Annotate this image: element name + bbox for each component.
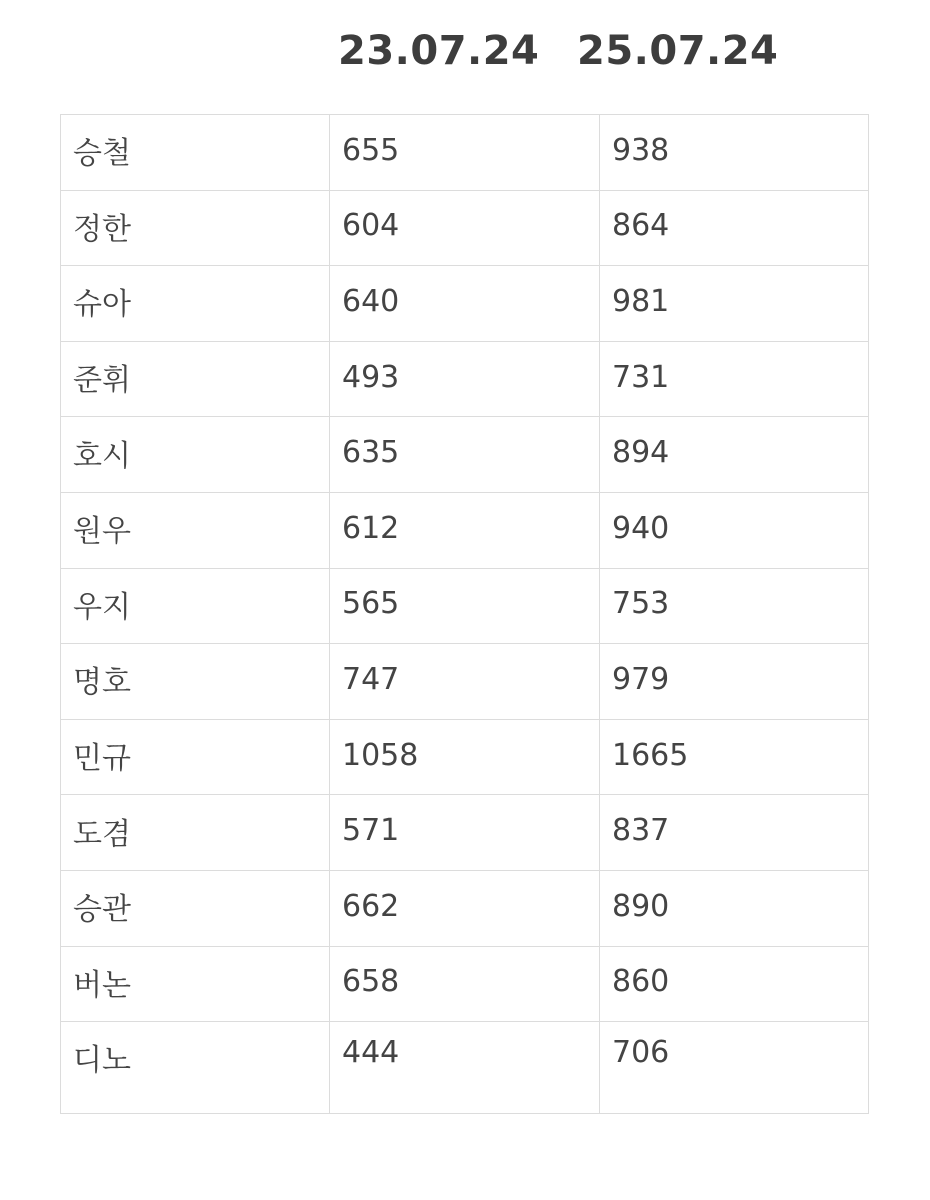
value-cell-date-1: 658: [330, 946, 600, 1022]
value-cell-date-2: 731: [600, 341, 869, 417]
table-row: [61, 417, 869, 493]
value-cell-date-1: 640: [330, 266, 600, 342]
value-cell-date-1: 662: [330, 870, 600, 946]
value-cell-date-2: 894: [600, 417, 869, 493]
table-row: [61, 568, 869, 644]
member-name-cell: 버논: [61, 946, 330, 1022]
value-cell-date-1: 635: [330, 417, 600, 493]
value-cell-date-1: 612: [330, 492, 600, 568]
value-cell-date-2: 979: [600, 644, 869, 720]
table-row: [61, 946, 869, 1022]
value-cell-date-1: 655: [330, 115, 600, 191]
member-name-cell: 원우: [61, 492, 330, 568]
table-row: [61, 492, 869, 568]
value-cell-date-2: 860: [600, 946, 869, 1022]
value-cell-date-1: 444: [330, 1022, 600, 1114]
value-cell-date-2: 1665: [600, 719, 869, 795]
value-cell-date-1: 604: [330, 190, 600, 266]
table-row: [61, 266, 869, 342]
member-name-cell: 디노: [61, 1022, 330, 1114]
table-row: [61, 795, 869, 871]
value-cell-date-2: 837: [600, 795, 869, 871]
date-header-2: 25.07.24: [577, 28, 779, 74]
member-name-cell: 승관: [61, 870, 330, 946]
value-cell-date-1: 1058: [330, 719, 600, 795]
table-row: [61, 870, 869, 946]
value-cell-date-1: 571: [330, 795, 600, 871]
table-row: [61, 719, 869, 795]
value-cell-date-2: 706: [600, 1022, 869, 1114]
table-row: [61, 341, 869, 417]
member-name-cell: 명호: [61, 644, 330, 720]
cropped-page-title: [0, 0, 930, 4]
value-cell-date-2: 753: [600, 568, 869, 644]
member-name-cell: 호시: [61, 417, 330, 493]
member-name-cell: 승철: [61, 115, 330, 191]
value-cell-date-2: 981: [600, 266, 869, 342]
member-name-cell: 준휘: [61, 341, 330, 417]
stats-table-body: [61, 115, 869, 1114]
member-name-cell: 우지: [61, 568, 330, 644]
value-cell-date-2: 938: [600, 115, 869, 191]
member-name-cell: 도겸: [61, 795, 330, 871]
value-cell-date-2: 940: [600, 492, 869, 568]
table-row: [61, 190, 869, 266]
table-row: [61, 1022, 869, 1114]
value-cell-date-1: 493: [330, 341, 600, 417]
table-row: [61, 644, 869, 720]
date-header-1: 23.07.24: [338, 28, 540, 74]
value-cell-date-2: 864: [600, 190, 869, 266]
member-name-cell: 민규: [61, 719, 330, 795]
value-cell-date-2: 890: [600, 870, 869, 946]
value-cell-date-1: 747: [330, 644, 600, 720]
member-name-cell: 정한: [61, 190, 330, 266]
stats-table: [60, 114, 869, 1114]
value-cell-date-1: 565: [330, 568, 600, 644]
member-name-cell: 슈아: [61, 266, 330, 342]
table-row: [61, 115, 869, 191]
